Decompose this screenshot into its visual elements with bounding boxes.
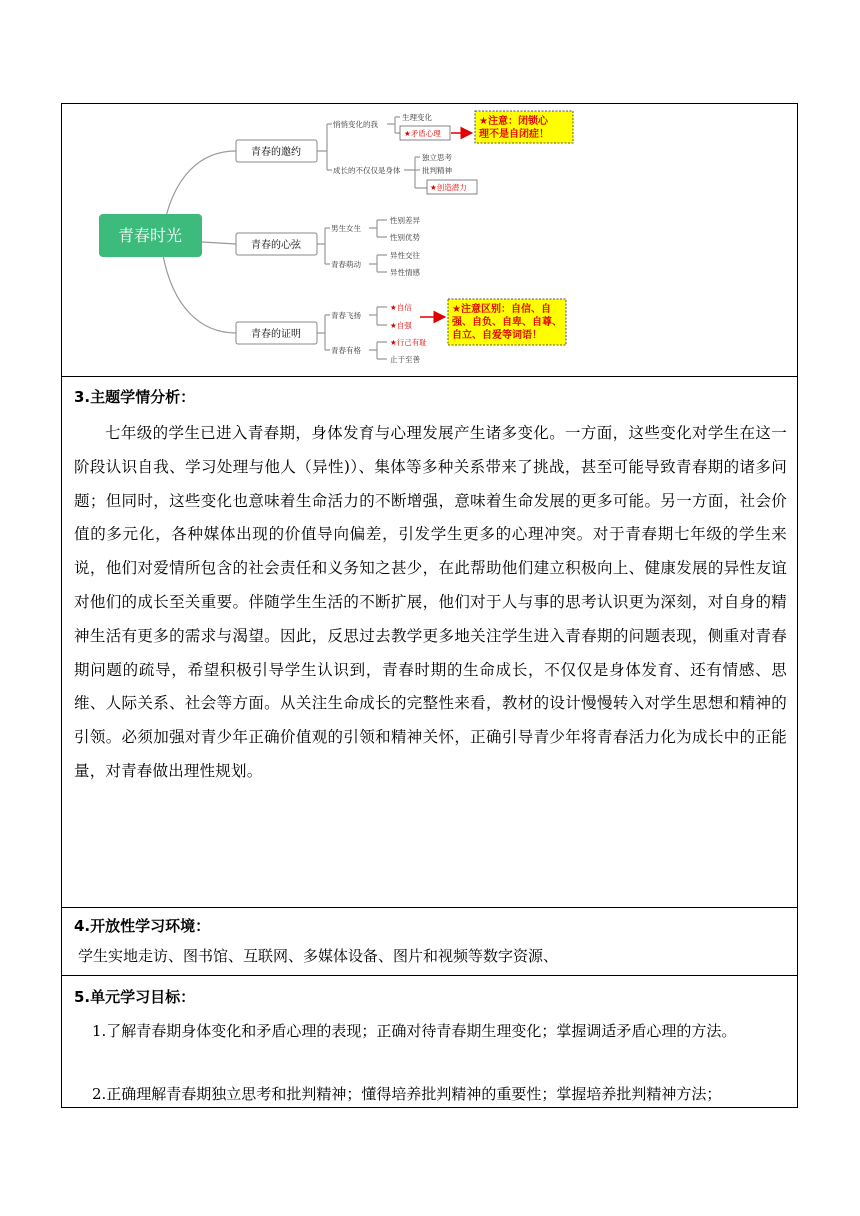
- note-2-line-2: 强、自负、自卑、自尊、: [452, 317, 562, 328]
- section-4-title: 4.开放性学习环境：: [74, 917, 211, 935]
- leaf-1-2-1: 独立思考: [422, 153, 452, 162]
- leaf-3-1-1: ★自信: [390, 303, 412, 312]
- content-table: [61, 103, 798, 1108]
- branch-3: 青春的证明: [251, 329, 301, 340]
- leaf-1-2-3: ★创造潜力: [430, 183, 467, 192]
- sub-3-2: 青春有格: [331, 346, 361, 355]
- leaf-1-1-1: 生理变化: [402, 113, 432, 122]
- branch-2: 青春的心弦: [251, 240, 301, 251]
- branch-1: 青春的邀约: [251, 147, 301, 158]
- section-3-title: 3.主题学情分析：: [74, 388, 196, 406]
- goal-2: 2.正确理解青春期独立思考和批判精神；懂得培养批判精神的重要性；掌握培养批判精神方法；: [92, 1085, 722, 1103]
- leaf-1-2-2: 批判精神: [422, 166, 452, 175]
- sub-2-2: 青春萌动: [331, 260, 361, 269]
- section-4-body: 学生实地走访、图书馆、互联网、多媒体设备、图片和视频等数字资源、: [78, 947, 559, 965]
- section-5: [62, 975, 797, 1109]
- leaf-1-1-2: ★矛盾心理: [404, 129, 441, 138]
- goal-1: 1.了解青春期身体变化和矛盾心理的表现；正确对待青春期生理变化；掌握调适矛盾心理的方法。: [92, 1022, 737, 1040]
- sub-2-1: 男生女生: [331, 224, 361, 233]
- section-3: [62, 376, 797, 907]
- leaf-3-2-1: ★行己有耻: [390, 338, 427, 347]
- note-1-line-1: ★注意：闭锁心: [479, 116, 548, 127]
- leaf-2-2-1: 异性交往: [390, 251, 420, 260]
- section-4: [62, 907, 797, 975]
- sub-1-2: 成长的不仅仅是身体: [333, 166, 401, 175]
- sub-1-1: 悄悄变化的我: [333, 120, 378, 129]
- leaf-3-1-2: ★自强: [390, 321, 412, 330]
- section-3-body: 七年级的学生已进入青春期，身体发育与心理发展产生诸多变化。一方面，这些变化对学生在这一阶段认识自我、学习处理与他人（异性)）、集体等多种关系带来了挑战，甚至可能导致青春期的诸多问题；但同时，这些变化也意味着生命活力的不断增强，意味着生命发展的更多可能。另一方面，社会价值的多元化，各种媒体出现的价值导向偏差，引发学生更多的心理冲突。对于青春期七年级的学生来说，他们对爱情所包含的社会责任和义务知之甚少，在此帮助他们建立积极向上、健康发展的异性友谊对他们的成长至关重要。伴随学生生活的不断扩展，他们对于人与事的思考认识更为深刻，对自身的精神生活有更多的需求与渴望。因此，反思过去教学更多地关注学生进入青春期的问题表现，侧重对青春期问题的疏导，希望积极引导学生认识到，青春时期的生命成长，不仅仅是身体发育、还有情感、思维、人际关系、社会等方面。从关注生命成长的完整性来看，教材的设计慢慢转入对学生思想和精神的引领。必须加强对青少年正确价值观的引领和精神关怀，正确引导青少年将青春活力化为成长中的正能量，对青春做出理性规划。: [74, 424, 787, 780]
- note-1-line-2: 理不是自闭症！: [479, 129, 549, 140]
- note-2-line-1: ★注意区别：自信、自: [452, 304, 551, 315]
- section-5-title: 5.单元学习目标：: [74, 988, 196, 1006]
- mindmap-root: 青春时光: [117, 226, 183, 245]
- mindmap-cell: [62, 104, 797, 376]
- sub-3-1: 青春飞扬: [331, 311, 361, 320]
- leaf-2-1-2: 性别优势: [390, 233, 420, 242]
- note-2-line-3: 自立、自爱等词语！: [452, 330, 542, 341]
- mindmap-diagram: [62, 104, 797, 376]
- leaf-3-2-2: 止于至善: [390, 355, 420, 364]
- leaf-2-1-1: 性别差异: [390, 216, 420, 225]
- leaf-2-2-2: 异性情感: [390, 268, 420, 277]
